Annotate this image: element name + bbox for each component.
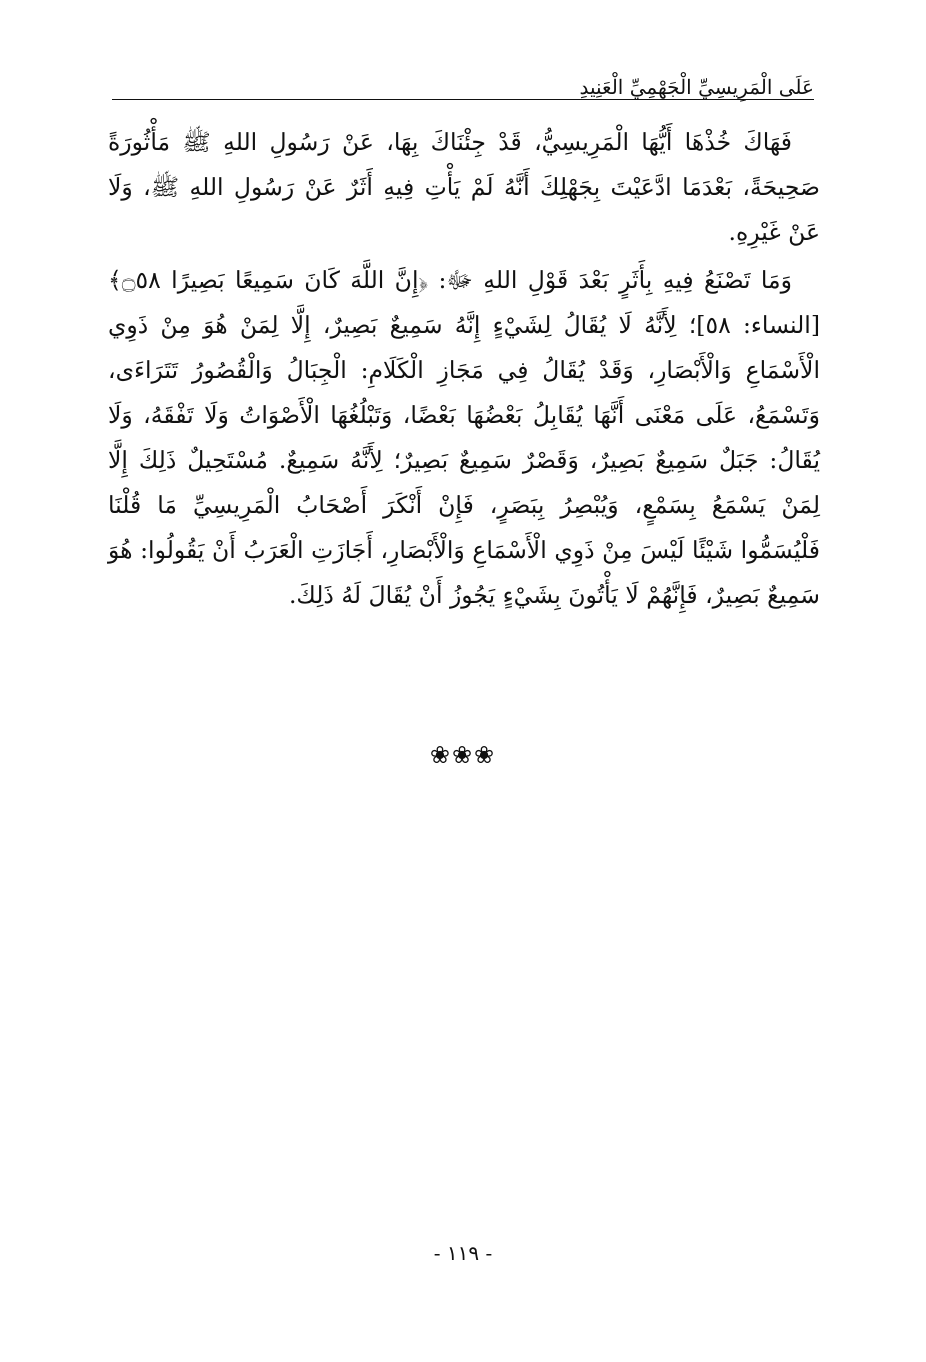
running-head — [112, 72, 814, 106]
running-head-rule — [112, 99, 814, 100]
body-text — [108, 120, 820, 618]
paragraph-2: وَمَا تَصْنَعُ فِيهِ بِأَثَرٍ بَعْدَ قَوْلِ اللهِ ﷻ: ﴿إِنَّ اللَّهَ كَانَ سَمِيعًا بَصِيرًا ۝٥٨﴾ [النساء: ٥٨]؛ لِأَنَّهُ لَا يُقَالُ لِشَيْءٍ إِنَّهُ سَمِيعٌ بَصِيرٌ، إِلَّا لِمَنْ هُوَ مِنْ ذَوِي الْأَسْمَاعِ وَالْأَبْصَارِ، وَقَدْ يُقَالُ فِي مَجَازِ الْكَلَامِ: الْجِبَالُ وَالْقُصُورُ تَتَرَاءَى، وَتَسْمَعُ، عَلَى مَعْنَى أَنَّهَا يُقَابِلُ بَعْضُهَا بَعْضًا، وَتَبْلُغُهَا الْأَصْوَاتُ وَلَا تَفْقَهُ، وَلَا يُقَالُ: جَبَلٌ سَمِيعٌ بَصِيرٌ، وَقَصْرٌ سَمِيعٌ بَصِيرٌ؛ لِأَنَّهُ سَمِيعٌ. مُسْتَحِيلٌ ذَلِكَ إِلَّا لِمَنْ يَسْمَعُ بِسَمْعٍ، وَيُبْصِرُ بِبَصَرٍ، فَإِنْ أَنْكَرَ أَصْحَابُ الْمَرِيسِيِّ مَا قُلْنَا فَلْيُسَمُّوا شَيْئًا لَيْسَ مِنْ ذَوِي الْأَسْمَاعِ وَالْأَبْصَارِ، أَجَازَتِ الْعَرَبُ أَنْ يَقُولُوا: هُوَ سَمِيعٌ بَصِيرٌ، فَإِنَّهُمْ لَا يَأْتُونَ بِشَيْءٍ يَجُوزُ أَنْ يُقَالَ لَهُ ذَلِكَ. — [108, 266, 820, 609]
section-ornament: ❀❀❀ — [429, 741, 497, 769]
page-number: - ١١٩ - — [433, 1241, 493, 1265]
running-head-title: عَلَى الْمَرِيسِيِّ الْجَهْمِيِّ الْعَنِيدِ — [573, 72, 814, 102]
paragraph-1: فَهَاكَ خُذْهَا أَيُّهَا الْمَرِيسِيُّ، قَدْ جِئْنَاكَ بِهَا، عَنْ رَسُولِ اللهِ ﷺ مَأْثُورَةً صَحِيحَةً، بَعْدَمَا ادَّعَيْتَ بِجَهْلِكَ أَنَّهُ لَمْ يَأْتِ فِيهِ أَثَرٌ عَنْ رَسُولِ اللهِ ﷺ، وَلَا عَنْ غَيْرِهِ. — [108, 128, 821, 246]
